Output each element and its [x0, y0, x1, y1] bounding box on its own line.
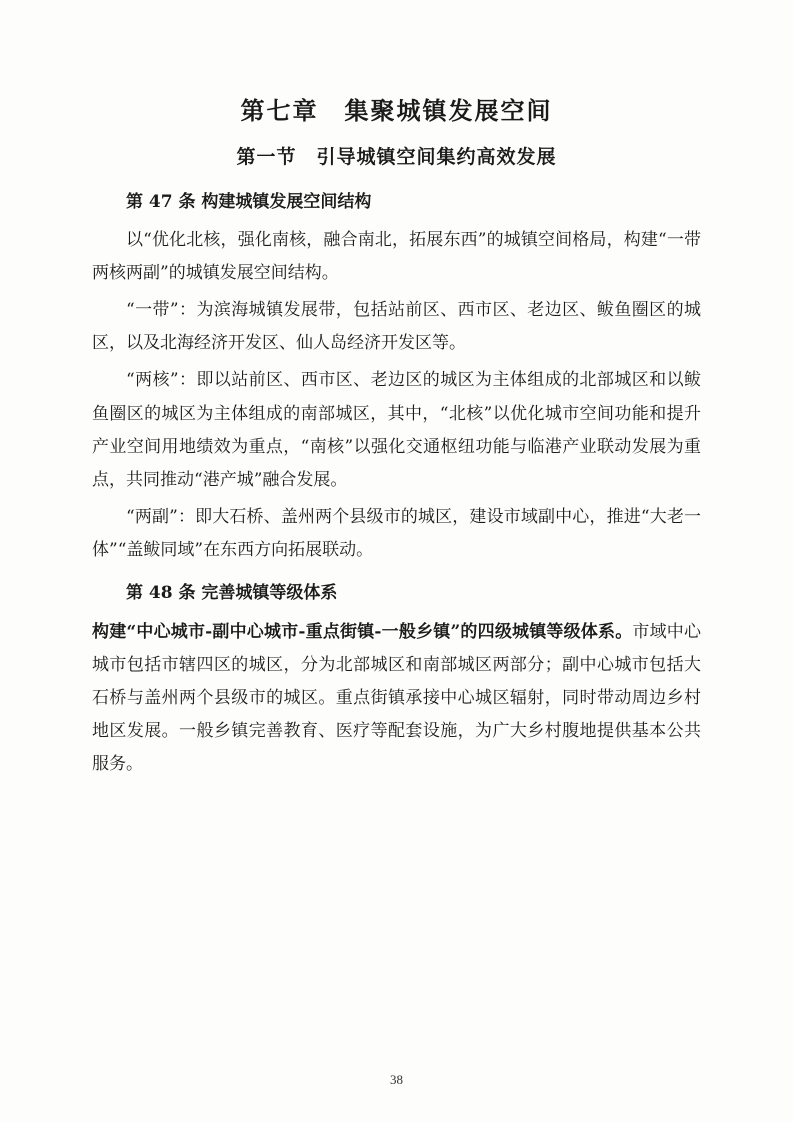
article-47-paragraph-4: “两副”：即大石桥、盖州两个县级市的城区，建设市域副中心，推进“大老一体”“盖鲅同域”在东西方向拓展联动。	[92, 506, 701, 561]
article-heading-47: 第 47 条 构建城镇发展空间结构	[126, 191, 372, 212]
chapter-title: 第七章 集聚城镇发展空间	[240, 96, 553, 125]
article-48-paragraph-1	[92, 616, 701, 782]
article-heading-48: 第 48 条 完善城镇等级体系	[126, 583, 338, 604]
article-48-lead-bold: 构建“中心城市-副中心城市-重点街镇-一般乡镇”的四级城镇等级体系。	[92, 621, 633, 642]
article-47-paragraph-2: “一带”：为滨海城镇发展带，包括站前区、西市区、老边区、鲅鱼圈区的城区，以及北海经济开发区、仙人岛经济开发区等。	[92, 300, 701, 354]
article-47-paragraph-3: “两核”：即以站前区、西市区、老边区的城区为主体组成的北部城区和以鲅鱼圈区的城区为主体组成的南部城区，其中，“北核”以优化城市空间功能和提升产业空间用地绩效为重点，“南核”以强化交通枢纽功能与临港产业联动发展为重点，共同推动“港产城”融合发展。	[92, 370, 701, 490]
article-48-lead-rest: 市域中心城市包括市辖四区的城区，分为北部城区和南部城区两部分；副中心城市包括大石桥与盖州两个县级市的城区。重点街镇承接中心城区辐射，同时带动周边乡村地区发展。一般乡镇完善教育、医疗等配套设施，为广大乡村腹地提供基本公共服务。	[92, 621, 701, 775]
article-47-paragraph-1: 以“优化北核，强化南核，融合南北，拓展东西”的城镇空间格局，构建“一带两核两副”的城镇发展空间结构。	[92, 229, 701, 283]
page-number: 38	[390, 1072, 403, 1087]
section-title: 第一节 引导城镇空间集约高效发展	[236, 146, 557, 168]
